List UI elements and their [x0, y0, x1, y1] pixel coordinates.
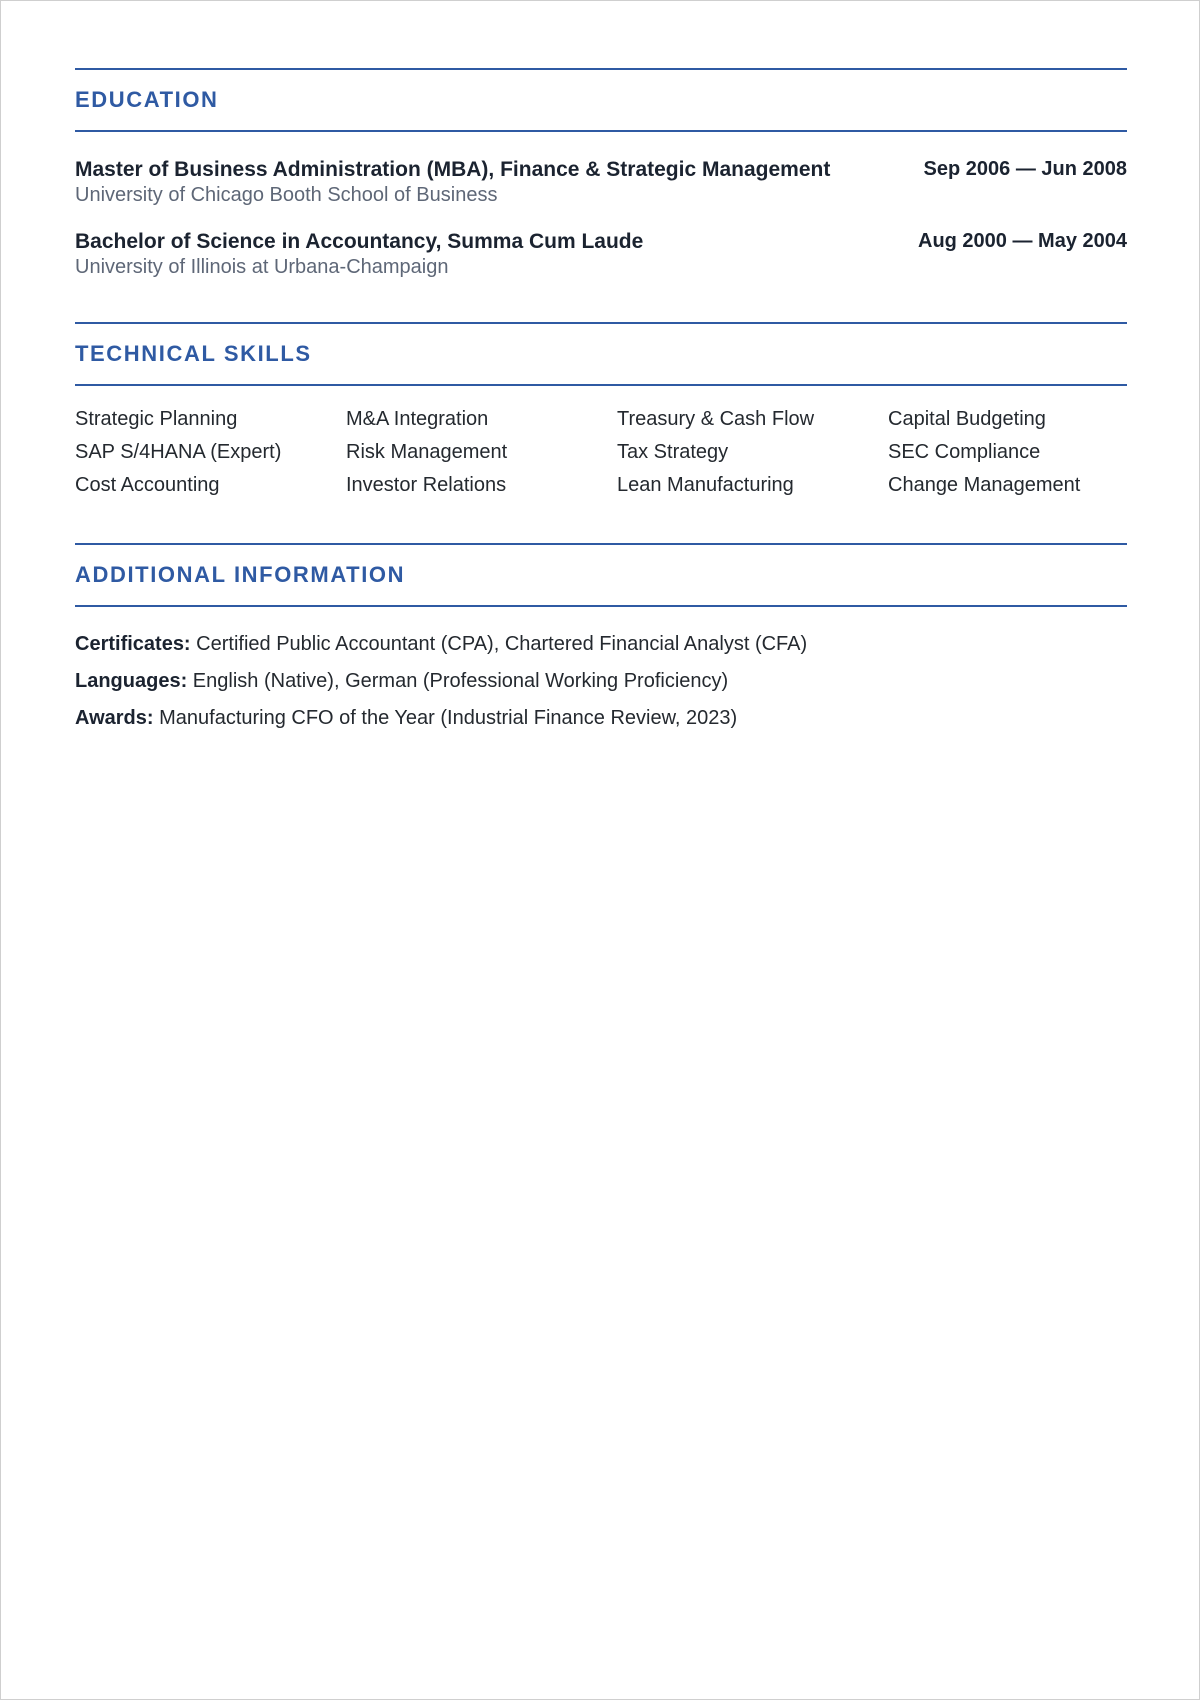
skill-item: Treasury & Cash Flow [617, 408, 815, 430]
info-row-awards [75, 707, 1127, 744]
education-degree: Bachelor of Science in Accountancy, Summa Cum Laude [75, 230, 644, 253]
education-entry [75, 158, 1127, 204]
skill-item: Change Management [888, 474, 1081, 496]
skill-item: Investor Relations [346, 474, 507, 496]
info-value: Certified Public Accountant (CPA), Chartered Financial Analyst (CFA) [190, 633, 808, 655]
education-title: EDUCATION [75, 87, 219, 112]
info-row-certificates [75, 633, 1127, 670]
skill-item: Lean Manufacturing [617, 474, 794, 496]
technical-skills-title: TECHNICAL SKILLS [75, 341, 312, 366]
additional-information-header [75, 543, 1127, 607]
info-label: Languages: [75, 670, 188, 692]
info-value: English (Native), German (Professional Working Proficiency) [187, 670, 729, 692]
education-dates: Aug 2000 — May 2004 [918, 230, 1127, 252]
education-school: University of Illinois at Urbana-Champaign [75, 256, 449, 278]
education-degree: Master of Business Administration (MBA), Finance & Strategic Management [75, 158, 831, 181]
education-school: University of Chicago Booth School of Business [75, 184, 498, 206]
technical-skills-header [75, 322, 1127, 386]
technical-skills-section [75, 322, 1127, 496]
skill-item: Capital Budgeting [888, 408, 1046, 430]
skills-grid [75, 408, 1127, 496]
skill-item: Strategic Planning [75, 408, 238, 430]
skill-item: Tax Strategy [617, 441, 729, 463]
info-value: Manufacturing CFO of the Year (Industrial Finance Review, 2023) [153, 707, 738, 729]
skill-item: M&A Integration [346, 408, 489, 430]
skill-item: Risk Management [346, 441, 508, 463]
education-section [75, 68, 1127, 278]
skill-item: SEC Compliance [888, 441, 1041, 463]
education-header [75, 68, 1127, 132]
info-row-languages [75, 670, 1127, 707]
skill-item: SAP S/4HANA (Expert) [75, 441, 282, 463]
additional-information-title: ADDITIONAL INFORMATION [75, 562, 406, 587]
additional-information-list [75, 633, 1127, 744]
info-label: Certificates: [75, 633, 191, 655]
skill-item: Cost Accounting [75, 474, 220, 496]
education-dates: Sep 2006 — Jun 2008 [923, 158, 1127, 180]
additional-information-section [75, 543, 1127, 729]
info-label: Awards: [75, 707, 154, 729]
education-entry [75, 230, 1127, 276]
